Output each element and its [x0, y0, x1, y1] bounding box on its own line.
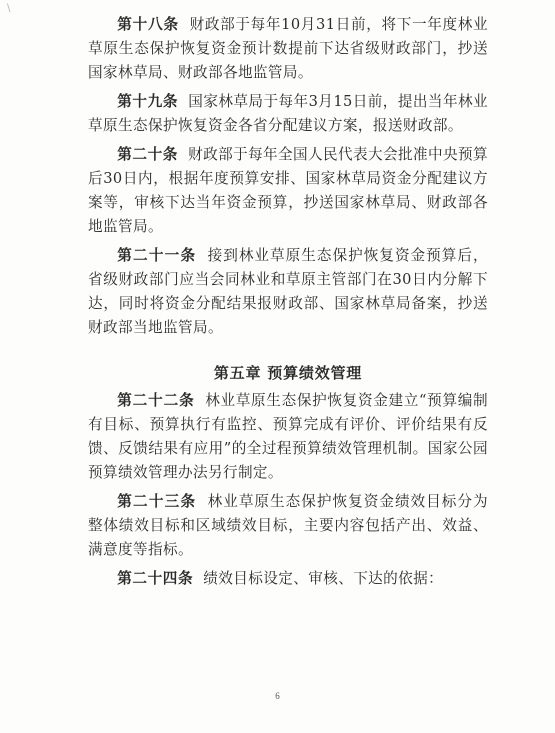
- chapter-title: 第五章 预算绩效管理: [213, 364, 363, 382]
- article-23: [88, 490, 488, 562]
- article-text: 接到林业草原生态保护恢复资金预算后，省级财政部门应当会同林业和草原主管部门在30日内分解下达，同时将资金分配结果报财政部、国家林草局备案，抄送财政部当地监管局。: [88, 247, 489, 336]
- corner-mark: \: [7, 3, 11, 14]
- article-19: [88, 90, 488, 138]
- article-body: [88, 13, 488, 596]
- article-number: 第二十条: [117, 146, 178, 163]
- article-text: 林业草原生态保护恢复资金建立“预算编制有目标、预算执行有监控、预算完成有评价、评价结果有反馈、反馈结果有应用”的全过程预算绩效管理机制。国家公园预算绩效管理办法另行制定。: [88, 392, 488, 481]
- article-text: 绩效目标设定、审核、下达的依据：: [203, 570, 444, 587]
- page-number: 6: [275, 691, 280, 701]
- article-text: 财政部于每年全国人民代表大会批准中央预算后30日内，根据年度预算安排、国家林草局资金分配建议方案等，审核下达当年资金预算，抄送国家林草局、财政部各地监管局。: [88, 146, 489, 235]
- article-number: 第十九条: [117, 93, 179, 110]
- article-text: 林业草原生态保护恢复资金绩效目标分为整体绩效目标和区域绩效目标，主要内容包括产出、效益、满意度等指标。: [88, 493, 489, 558]
- article-number: 第二十三条: [117, 493, 197, 510]
- article-text: 国家林草局于每年3月15日前，提出当年林业草原生态保护恢复资金各省分配建议方案，报送财政部。: [88, 93, 489, 134]
- article-number: 第二十二条: [117, 392, 195, 409]
- article-number: 第二十一条: [117, 247, 197, 264]
- article-number: 第十八条: [117, 16, 180, 33]
- article-21: [88, 244, 488, 340]
- article-text: 财政部于每年10月31日前，将下一年度林业草原生态保护恢复资金预计数提前下达省级财政部门，抄送国家林草局、财政部各地监管局。: [88, 16, 488, 81]
- article-20: [88, 143, 488, 239]
- article-22: [88, 389, 488, 485]
- article-number: 第二十四条: [117, 570, 194, 587]
- article-18: [88, 13, 488, 85]
- article-24: [88, 567, 488, 591]
